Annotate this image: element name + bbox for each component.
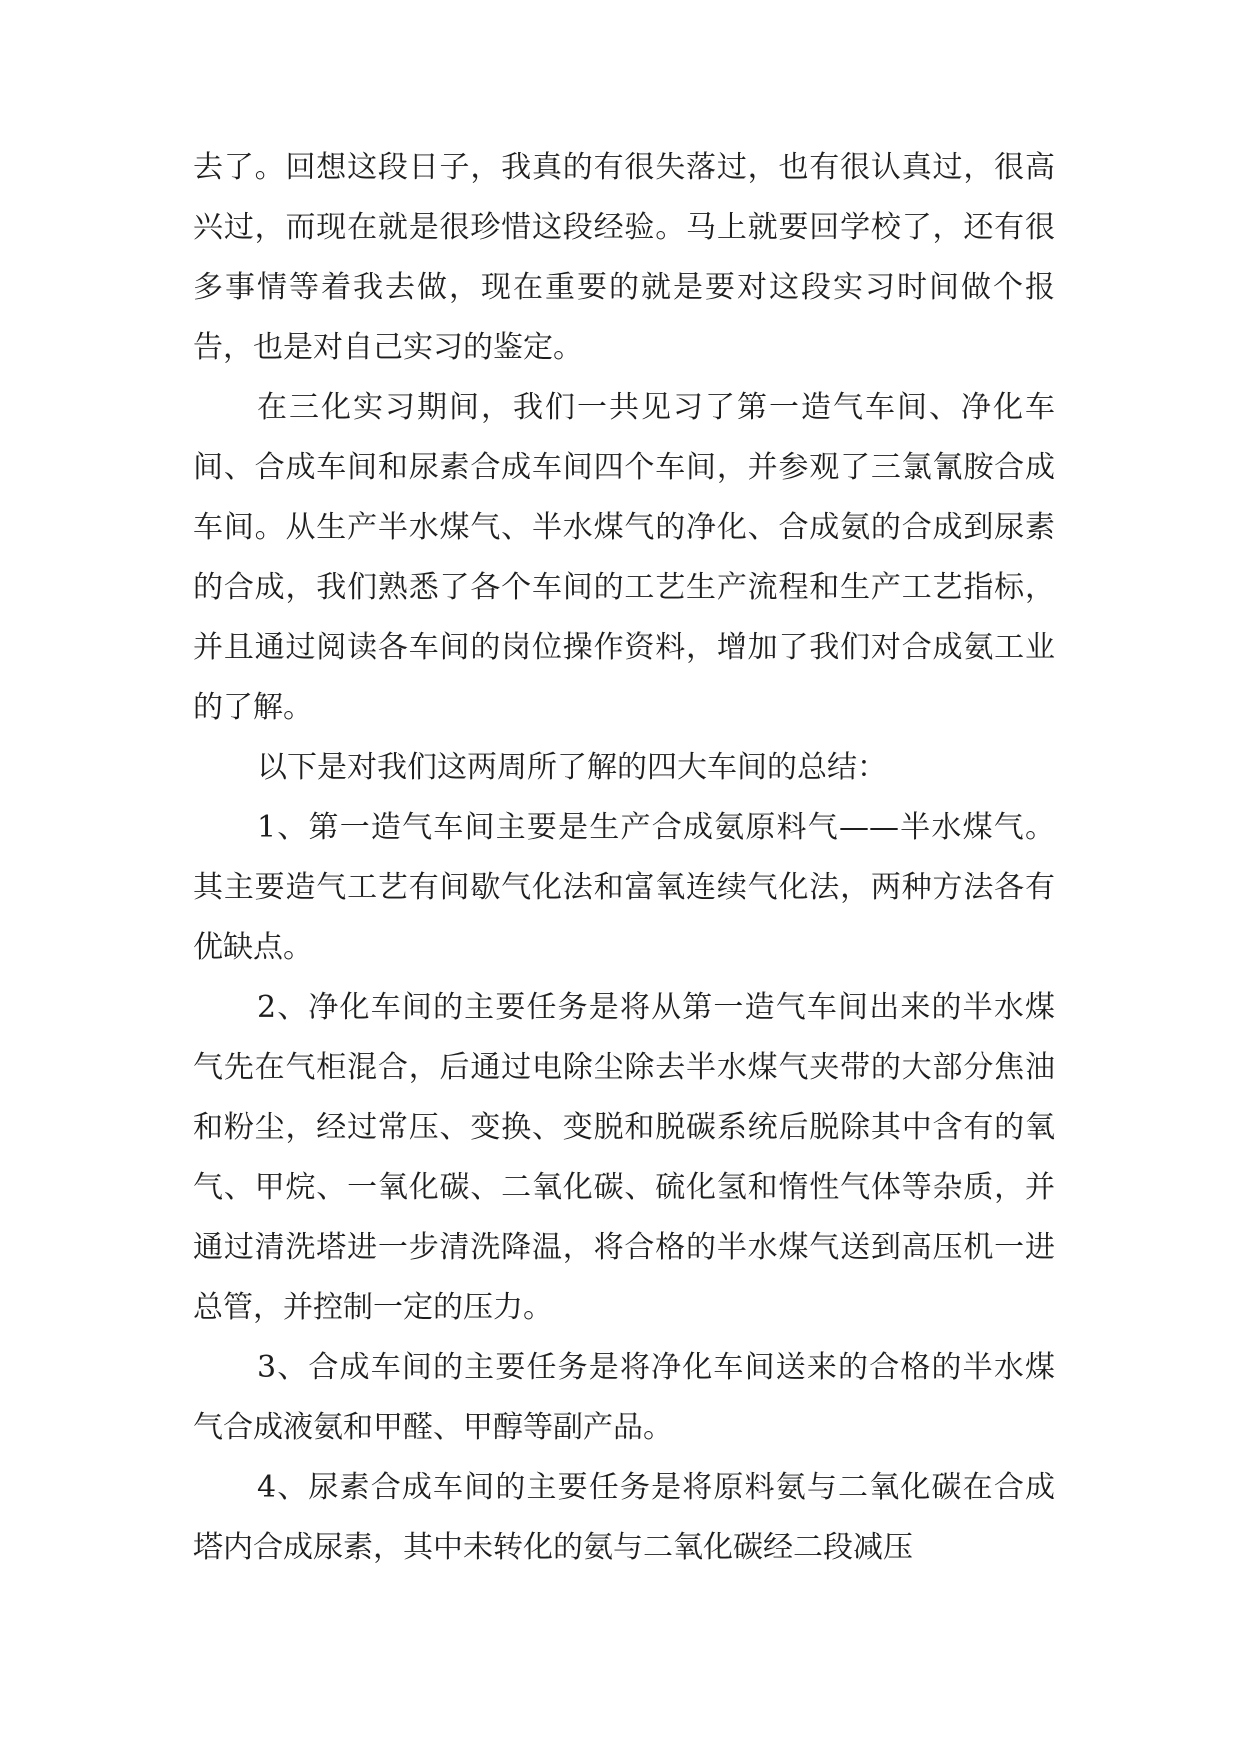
- paragraph-item-1: 1、第一造气车间主要是生产合成氨原料气——半水煤气。其主要造气工艺有间歇气化法和富氧连续气化法，两种方法各有优缺点。: [193, 810, 1055, 965]
- paragraph-item-2: 2、净化车间的主要任务是将从第一造气车间出来的半水煤气先在气柜混合，后通过电除尘除去半水煤气夹带的大部分焦油和粉尘，经过常压、变换、变脱和脱碳系统后脱除其中含有的氧气、甲烷、一氧化碳、二氧化碳、硫化氢和惰性气体等杂质，并通过清洗塔进一步清洗降温，将合格的半水煤气送到高压机一进总管，并控制一定的压力。: [193, 990, 1055, 1325]
- paragraph-summary-intro: 以下是对我们这两周所了解的四大车间的总结：: [257, 750, 887, 785]
- document-body: [193, 138, 1055, 1578]
- paragraph-item-3: 3、合成车间的主要任务是将净化车间送来的合格的半水煤气合成液氨和甲醛、甲醇等副产品。: [193, 1350, 1055, 1445]
- paragraph-item-4: 4、尿素合成车间的主要任务是将原料氨与二氧化碳在合成塔内合成尿素，其中未转化的氨与二氧化碳经二段减压: [193, 1470, 1055, 1565]
- paragraph-internship-overview: 在三化实习期间，我们一共见习了第一造气车间、净化车间、合成车间和尿素合成车间四个车间，并参观了三氯氰胺合成车间。从生产半水煤气、半水煤气的净化、合成氨的合成到尿素的合成，我们熟悉了各个车间的工艺生产流程和生产工艺指标，并且通过阅读各车间的岗位操作资料，增加了我们对合成氨工业的了解。: [193, 390, 1055, 725]
- paragraph-continuation: 去了。回想这段日子，我真的有很失落过，也有很认真过，很高兴过，而现在就是很珍惜这段经验。马上就要回学校了，还有很多事情等着我去做，现在重要的就是要对这段实习时间做个报告，也是对自己实习的鉴定。: [193, 150, 1055, 365]
